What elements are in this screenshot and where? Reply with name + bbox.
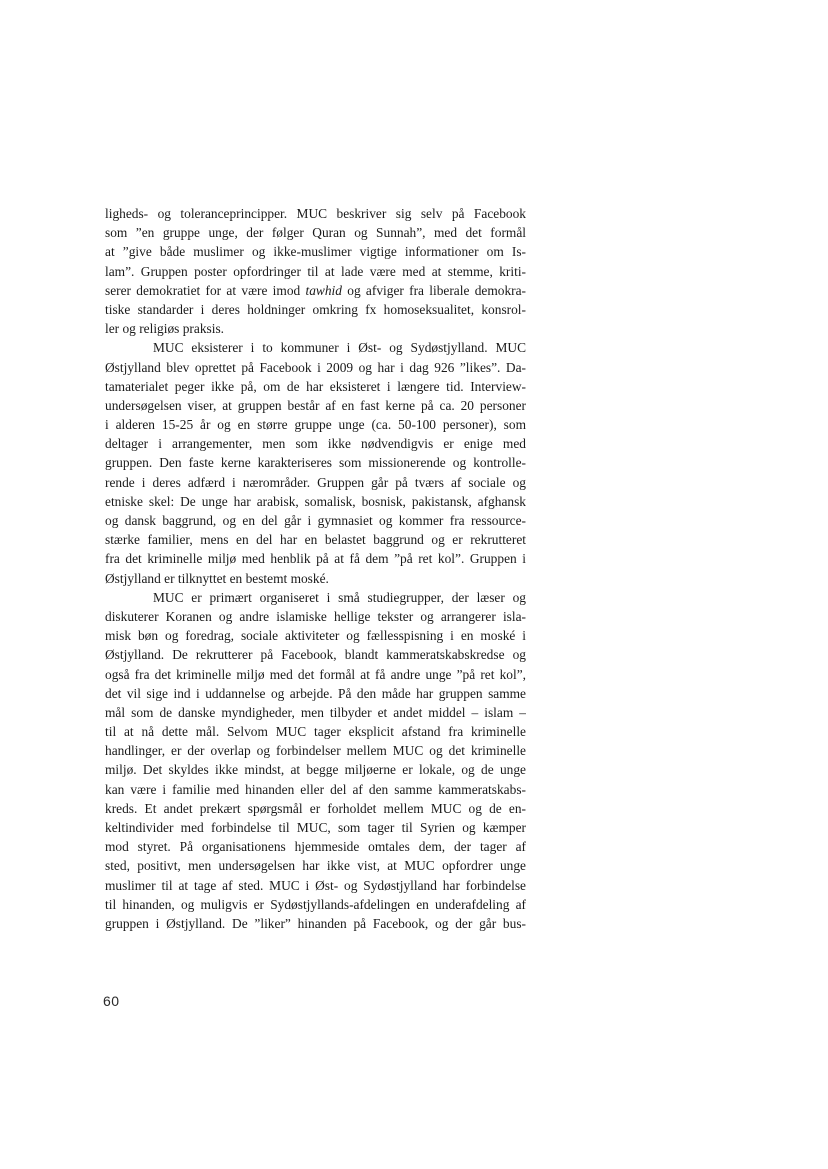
text-line: diskuterer Koranen og andre islamiske hellige tekster og arrangerer isla- xyxy=(105,608,526,624)
text-line: serer demokratiet for at være imod tawhid og afviger fra liberale demokra- xyxy=(105,282,526,298)
text-line: keltindivider med forbindelse til MUC, som tager til Syrien og kæmper xyxy=(105,820,526,835)
text-line: handlinger, er der overlap og forbindelser mellem MUC og det kriminelle xyxy=(105,743,526,759)
text-line: sted, positivt, men undersøgelsen har ikke vist, at MUC opfordrer unge xyxy=(105,858,526,874)
text-line: også fra det kriminelle miljø med det formål at få andre unge ”på ret kol”, xyxy=(105,666,526,682)
text-line: at ”give både muslimer og ikke-muslimer vigtige informationer om Is- xyxy=(105,244,526,260)
text-line: ler og religiøs praksis. xyxy=(105,321,225,337)
text-line: Østjylland blev oprettet på Facebook i 2009 og har i dag 926 ”likes”. Da- xyxy=(105,359,526,375)
text-line: mål som de danske myndigheder, men tilbyder et andet middel – islam – xyxy=(105,704,526,720)
body-text xyxy=(105,204,526,933)
text-line: det vil sige ind i uddannelse og arbejde. På den måde har gruppen samme xyxy=(105,685,526,701)
text-line: Østjylland er tilknyttet en bestemt moské. xyxy=(105,570,329,586)
text-line: stærke familier, mens en del har en belastet baggrund og er rekrutteret xyxy=(105,532,526,548)
text-line: mod styret. På organisationens hjemmeside omtales dem, der tager af xyxy=(105,839,526,855)
text-line: muslimer til at tage af sted. MUC i Øst- og Sydøstjylland har forbindelse xyxy=(105,877,526,893)
text-line: Østjylland. De rekrutterer på Facebook, blandt kammeratskabskredse og xyxy=(105,647,526,663)
text-line: til at nå dette mål. Selvom MUC tager eksplicit afstand fra kriminelle xyxy=(105,724,526,740)
text-line: rende i deres adfærd i nærområder. Gruppen går på tværs af sociale og xyxy=(105,474,526,490)
text-line: kan være i familie med hinanden eller del af den samme kammeratskabs- xyxy=(105,781,526,797)
text-line: misk bøn og foredrag, sociale aktiviteter og fællesspisning i en moské i xyxy=(105,628,526,644)
text-line: ligheds- og toleranceprincipper. MUC beskriver sig selv på Facebook xyxy=(105,206,526,221)
text-line: gruppen i Østjylland. De ”liker” hinanden på Facebook, og der går bus- xyxy=(105,915,526,931)
text-line: etniske skel: De unge har arabisk, somalisk, bosnisk, pakistansk, afghansk xyxy=(105,493,526,509)
text-line: deltager i arrangementer, men som ikke nødvendigvis er enige med xyxy=(105,436,526,452)
text-line: MUC er primært organiseret i små studiegrupper, der læser og xyxy=(153,589,526,605)
text-line: gruppen. Den faste kerne karakteriseres som missionerende og kontrolle- xyxy=(105,455,526,471)
text-line: og dansk baggrund, og en del går i gymnasiet og kommer fra ressource- xyxy=(105,513,526,528)
text-line: MUC eksisterer i to kommuner i Øst- og Sydøstjylland. MUC xyxy=(153,340,526,356)
text-line: i alderen 15-25 år og en større gruppe unge (ca. 50-100 personer), som xyxy=(105,417,526,433)
text-line: undersøgelsen viser, at gruppen består af en fast kerne på ca. 20 personer xyxy=(105,397,526,413)
text-line: kreds. Et andet prekært spørgsmål er forholdet mellem MUC og de en- xyxy=(105,800,526,816)
text-line: miljø. Det skyldes ikke mindst, at begge miljøerne er lokale, og de unge xyxy=(105,762,526,778)
text-line: til hinanden, og muligvis er Sydøstjyllands-afdelingen en underafdeling af xyxy=(105,896,526,912)
text-line: lam”. Gruppen poster opfordringer til at lade være med at stemme, kriti- xyxy=(105,263,526,279)
text-line: tiske standarder i deres holdninger omkring fx homoseksualitet, konsrol- xyxy=(105,301,526,317)
page-number: 60 xyxy=(103,993,120,1009)
text-line: tamaterialet peger ikke på, om de har eksisteret i længere tid. Interview- xyxy=(105,378,526,394)
text-line: fra det kriminelle miljø med henblik på at få dem ”på ret kol”. Gruppen i xyxy=(105,551,526,567)
text-line: som ”en gruppe unge, der følger Quran og Sunnah”, med det formål xyxy=(105,225,526,241)
